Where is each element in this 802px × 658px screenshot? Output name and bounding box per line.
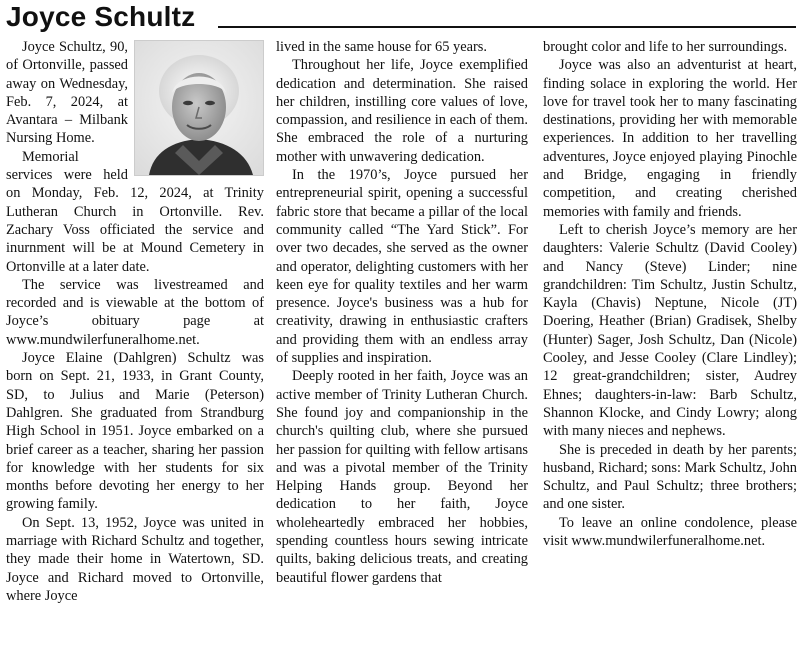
paragraph-fabric-store: In the 1970’s, Joyce pursued her entrepreneurial spirit, opening a successful fabric store that became a pillar of the local community called “The Yard Stick”. For over two decades, she served as the owner and operator, delighting customers with her keen eye for quality textiles and her warm presence. Joyce's business was a hub for creativity, drawing in enthusiastic crafters and providing them with an endless array of supplies and inspiration.	[276, 167, 528, 367]
paragraph-condolence: To leave an online condolence, please visit www.mundwilerfuneralhome.net.	[543, 514, 797, 550]
paragraph-marriage: On Sept. 13, 1952, Joyce was united in marriage with Richard Schultz and together, they made their home in Watertown, SD. Joyce and Richard moved to Ortonville, where Joyce	[6, 514, 264, 604]
page-title: Joyce Schultz	[6, 1, 196, 32]
paragraph-memorial-services: Memorial services were held on Monday, Feb. 12, 2024, at Trinity Lutheran Church in Ortonville. Rev. Zachary Voss officiated the service and inurnment will be at Mound Cemetery in Ortonville at a later date.	[6, 148, 264, 275]
paragraph-death-notice: Joyce Schultz, 90, of Ortonville, passed away on Wednesday, Feb. 7, 2024, at Avantara – Milbank Nursing Home.	[6, 39, 128, 147]
paragraph-hobbies-continued: brought color and life to her surroundings.	[543, 39, 788, 55]
header	[6, 0, 796, 34]
paragraph-birth: Joyce Elaine (Dahlgren) Schultz was born on Sept. 21, 1933, in Grant County, SD, to Julius and Marie (Peterson) Dahlgren. She graduated from Strandburg High School in 1951. Joyce embarked on a brief career as a teacher, sharing her passion for knowledge with her students for six months before devoting her energy to her growing family.	[6, 350, 264, 513]
paragraph-marriage-continued: lived in the same house for 65 years.	[276, 39, 488, 55]
column-2	[276, 38, 528, 656]
portrait-photo-icon	[135, 41, 263, 175]
paragraph-travel: Joyce was also an adventurist at heart, finding solace in exploring the world. Her love for travel took her to many fascinating destinations, providing her with memorable experiences. In addition to her travelling adventures, Joyce enjoyed playing Pinochle and Bridge, engaging in friendly competition, and creating cherished memories with family and friends.	[543, 57, 797, 220]
portrait-photo	[134, 40, 264, 176]
column-1	[6, 38, 264, 656]
column-3	[543, 38, 797, 656]
paragraph-survivors: Left to cherish Joyce’s memory are her daughters: Valerie Schultz (David Cooley) and Nancy (Steve) Linder; nine grandchildren: Tim Schultz, Justin Schultz, Kayla (Chavis) Neptune, Nicole (JT) Doering, Heather (Brian) Gradisek, Shelby (Hunter) Sager, Josh Schultz, Dan (Nicole) Cooley, and Jesse Cooley (Clare Lindley); 12 great-grandchildren; sister, Audrey Ehnes; daughters-in-law: Barb Schultz, Shannon Klocke, and Cindy Lowry; along with many nieces and nephews.	[543, 221, 797, 440]
paragraph-dedication: Throughout her life, Joyce exemplified dedication and determination. She raised her children, instilling core values of love, compassion, and resilience in each of them. She embraced the role of a nurturing mother with unwavering dedication.	[276, 57, 528, 165]
paragraph-livestream: The service was livestreamed and recorded and is viewable at the bottom of Joyce’s obituary page at www.mundwilerfuneralhome.net.	[6, 276, 264, 348]
paragraph-preceded-in-death: She is preceded in death by her parents; husband, Richard; sons: Mark Schultz, John Schultz, and Paul Schultz; three brothers; and one sister.	[543, 441, 797, 513]
title-underline	[218, 26, 796, 28]
paragraph-faith-hobbies: Deeply rooted in her faith, Joyce was an active member of Trinity Lutheran Church. She found joy and companionship in the church's quilting club, where she pursued her passion for quilting with fellow artisans and was a pivotal member of the Trinity Helping Hands group. Beyond her dedication to her faith, Joyce wholeheartedly embraced her hobbies, spending countless hours sewing intricate quilts, baking delicious treats, and creating beautiful flower gardens that	[276, 368, 528, 586]
